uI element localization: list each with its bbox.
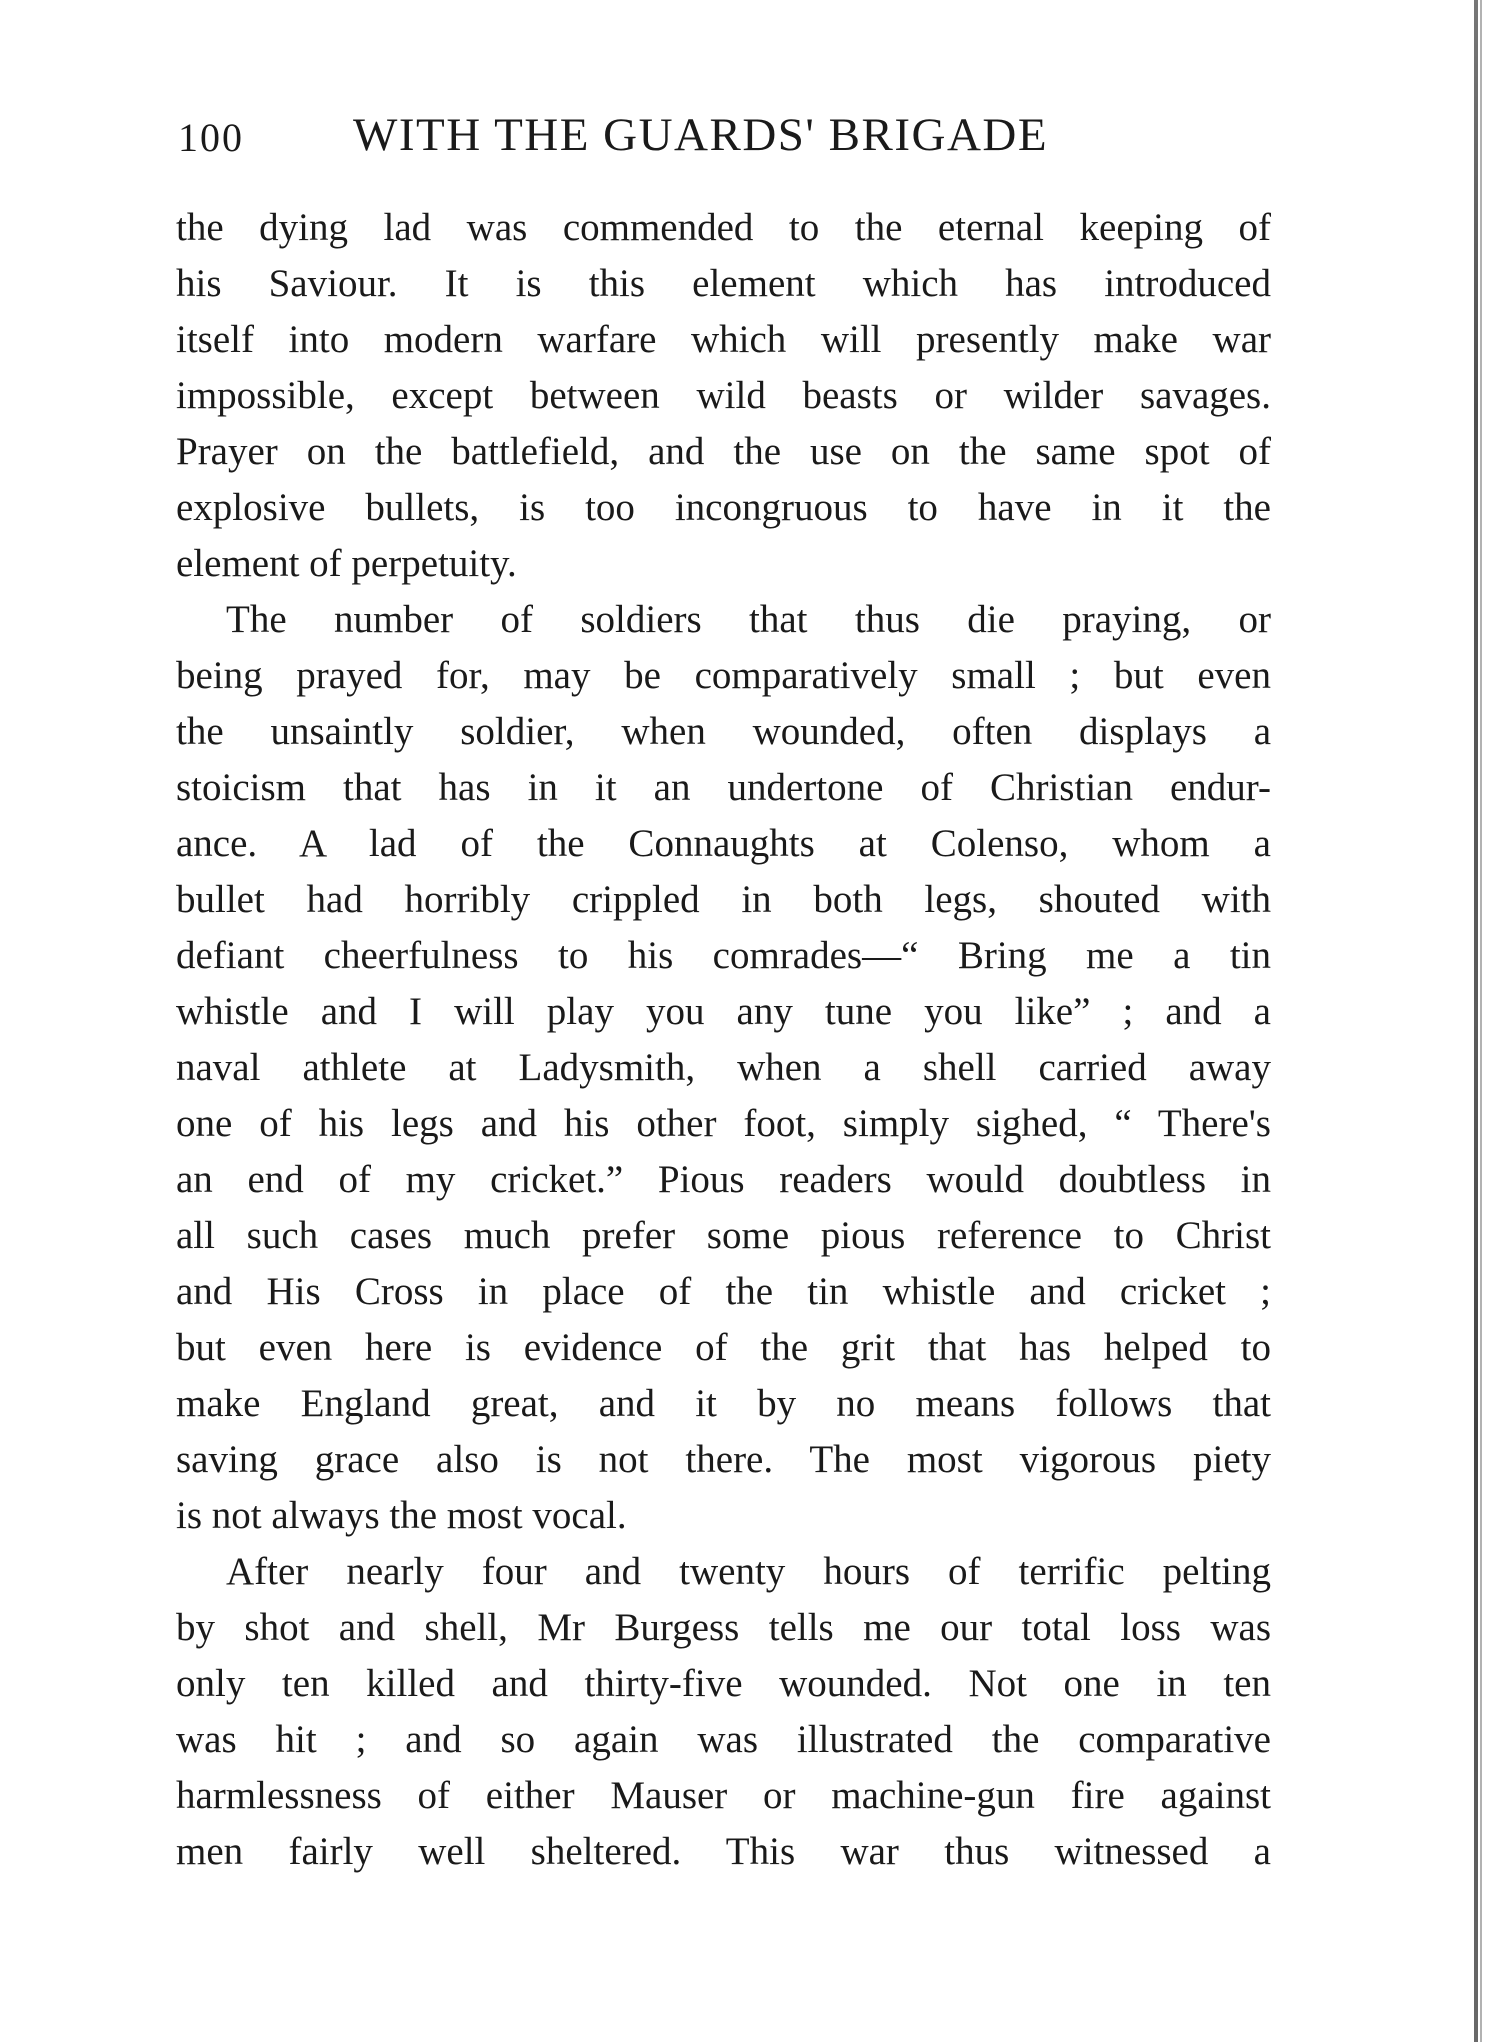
text-line: was hit ; and so again was illustrated the comparative [176,1718,1271,1761]
text-line: an end of my cricket.” Pious readers would doubtless in [176,1158,1271,1201]
text-line: by shot and shell, Mr Burgess tells me our total loss was [176,1606,1271,1649]
text-line: only ten killed and thirty-five wounded. Not one in ten [176,1662,1271,1705]
text-line: itself into modern warfare which will presently make war [176,318,1271,361]
text-line: harmlessness of either Mauser or machine-gun fire against [176,1774,1271,1817]
text-line: men fairly well sheltered. This war thus witnessed a [176,1830,1271,1873]
text-line: naval athlete at Ladysmith, when a shell carried away [176,1046,1271,1089]
text-line: make England great, and it by no means follows that [176,1382,1271,1425]
page-binding-shadow [1480,0,1482,2042]
text-line: saving grace also is not there. The most vigorous piety [176,1438,1271,1481]
page-binding-edge [1474,0,1478,2042]
text-line: stoicism that has in it an undertone of Christian endur- [176,766,1271,809]
text-line: Prayer on the battlefield, and the use on the same spot of [176,430,1271,473]
text-line: being prayed for, may be comparatively small ; but even [176,654,1271,697]
text-line: all such cases much prefer some pious reference to Christ [176,1214,1271,1257]
text-line: The number of soldiers that thus die praying, or [226,598,1271,641]
text-line: his Saviour. It is this element which has introduced [176,262,1271,305]
text-line: one of his legs and his other foot, simply sighed, “ There's [176,1102,1271,1145]
text-line: impossible, except between wild beasts or wilder savages. [176,374,1271,417]
text-line: explosive bullets, is too incongruous to have in it the [176,486,1271,529]
text-line: whistle and I will play you any tune you like” ; and a [176,990,1271,1033]
text-line: is not always the most vocal. [176,1494,627,1537]
page-header [178,108,1273,168]
text-line: After nearly four and twenty hours of terrific pelting [226,1550,1271,1593]
page-number: 100 [178,115,244,160]
text-line: the dying lad was commended to the eternal keeping of [176,206,1271,249]
text-line: ance. A lad of the Connaughts at Colenso, whom a [176,822,1271,865]
text-line: but even here is evidence of the grit that has helped to [176,1326,1271,1369]
text-line: and His Cross in place of the tin whistle and cricket ; [176,1270,1271,1313]
body-text [176,200,1271,1880]
text-line: bullet had horribly crippled in both legs, shouted with [176,878,1271,921]
running-title: WITH THE GUARDS' BRIGADE [353,109,1049,161]
text-line: the unsaintly soldier, when wounded, often displays a [176,710,1271,753]
text-line: defiant cheerfulness to his comrades—“ Bring me a tin [176,934,1271,977]
text-line: element of perpetuity. [176,542,517,585]
